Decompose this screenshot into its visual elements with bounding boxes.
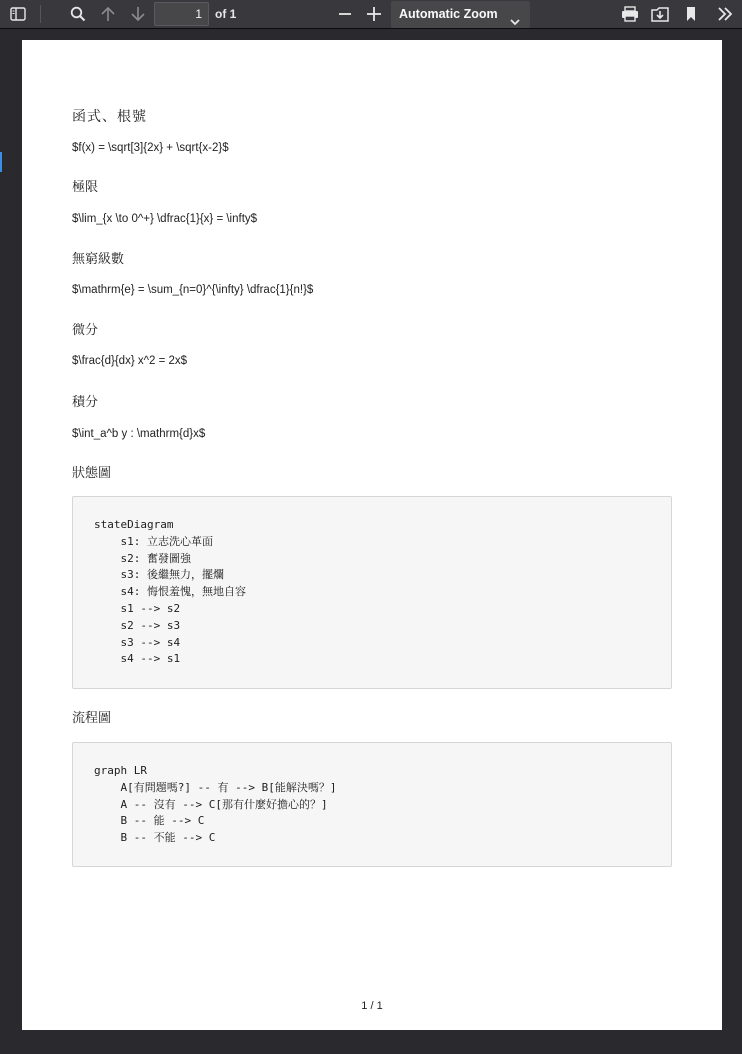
- pdf-toolbar: [0, 0, 742, 29]
- code-line: B -- 能 --> C: [94, 814, 205, 828]
- section-heading-state-diagram: 狀態圖: [72, 466, 112, 481]
- code-line: s2: 奮發圖強: [94, 551, 191, 565]
- search-icon[interactable]: [65, 2, 91, 26]
- code-line: s1: 立志洗心革面: [94, 534, 213, 548]
- code-line: A -- 沒有 --> C[那有什麼好擔心的？]: [94, 797, 328, 811]
- zoom-select-value: Automatic Zoom: [399, 7, 498, 21]
- formula-text: $\mathrm{e} = \sum_{n=0}^{\infty} \dfrac{1}{n!}$: [72, 284, 314, 296]
- bookmark-icon[interactable]: [678, 2, 704, 26]
- section-heading-flowchart: 流程圖: [72, 711, 112, 726]
- section-heading-derivative: 微分: [72, 323, 99, 338]
- outline-marker: [0, 152, 2, 172]
- section-heading-series: 無窮級數: [72, 252, 125, 267]
- download-icon[interactable]: [647, 2, 673, 26]
- pdf-page: [22, 40, 722, 1030]
- code-line: s2 --> s3: [94, 618, 181, 632]
- page-footer-number: 1 / 1: [361, 1000, 383, 1012]
- section-heading-limit: 極限: [72, 180, 99, 195]
- code-line: s4: 悔恨羞愧，無地自容: [94, 585, 246, 599]
- toolbar-separator: [40, 5, 41, 23]
- formula-text: $\lim_{x \to 0^+} \dfrac{1}{x} = \infty$: [72, 213, 258, 225]
- plus-icon[interactable]: [361, 2, 387, 26]
- code-block-flowchart: [72, 742, 672, 867]
- code-line: B -- 不能 --> C: [94, 831, 216, 845]
- code-line: A[有問題嗎?] -- 有 --> B[能解決嗎？]: [94, 780, 337, 794]
- zoom-select[interactable]: [391, 1, 530, 28]
- sidebar-toggle-icon[interactable]: [5, 2, 31, 26]
- arrow-down-icon[interactable]: [125, 2, 151, 26]
- code-block-state-diagram: [72, 496, 672, 689]
- double-chevron-right-icon[interactable]: [712, 2, 738, 26]
- chevron-down-icon: [510, 9, 520, 35]
- code-line: s3 --> s4: [94, 635, 181, 649]
- formula-text: $\int_a^b y : \mathrm{d}x$: [72, 428, 206, 440]
- section-heading-integral: 積分: [72, 395, 99, 410]
- formula-text: $f(x) = \sqrt[3]{2x} + \sqrt{x-2}$: [72, 142, 229, 154]
- code-line: graph LR: [94, 764, 147, 777]
- minus-icon[interactable]: [332, 2, 358, 26]
- formula-text: $\frac{d}{dx} x^2 = 2x$: [72, 355, 188, 367]
- section-heading-functions: 函式、根號: [72, 109, 147, 125]
- code-line: s3: 後繼無力，擺爛: [94, 568, 224, 582]
- arrow-up-icon[interactable]: [95, 2, 121, 26]
- print-icon[interactable]: [617, 2, 643, 26]
- code-line: s1 --> s2: [94, 601, 181, 615]
- page-number-input[interactable]: 1: [154, 2, 209, 26]
- code-line: stateDiagram: [94, 518, 174, 531]
- code-line: s4 --> s1: [94, 652, 181, 666]
- page-count-label: of 1: [215, 7, 237, 21]
